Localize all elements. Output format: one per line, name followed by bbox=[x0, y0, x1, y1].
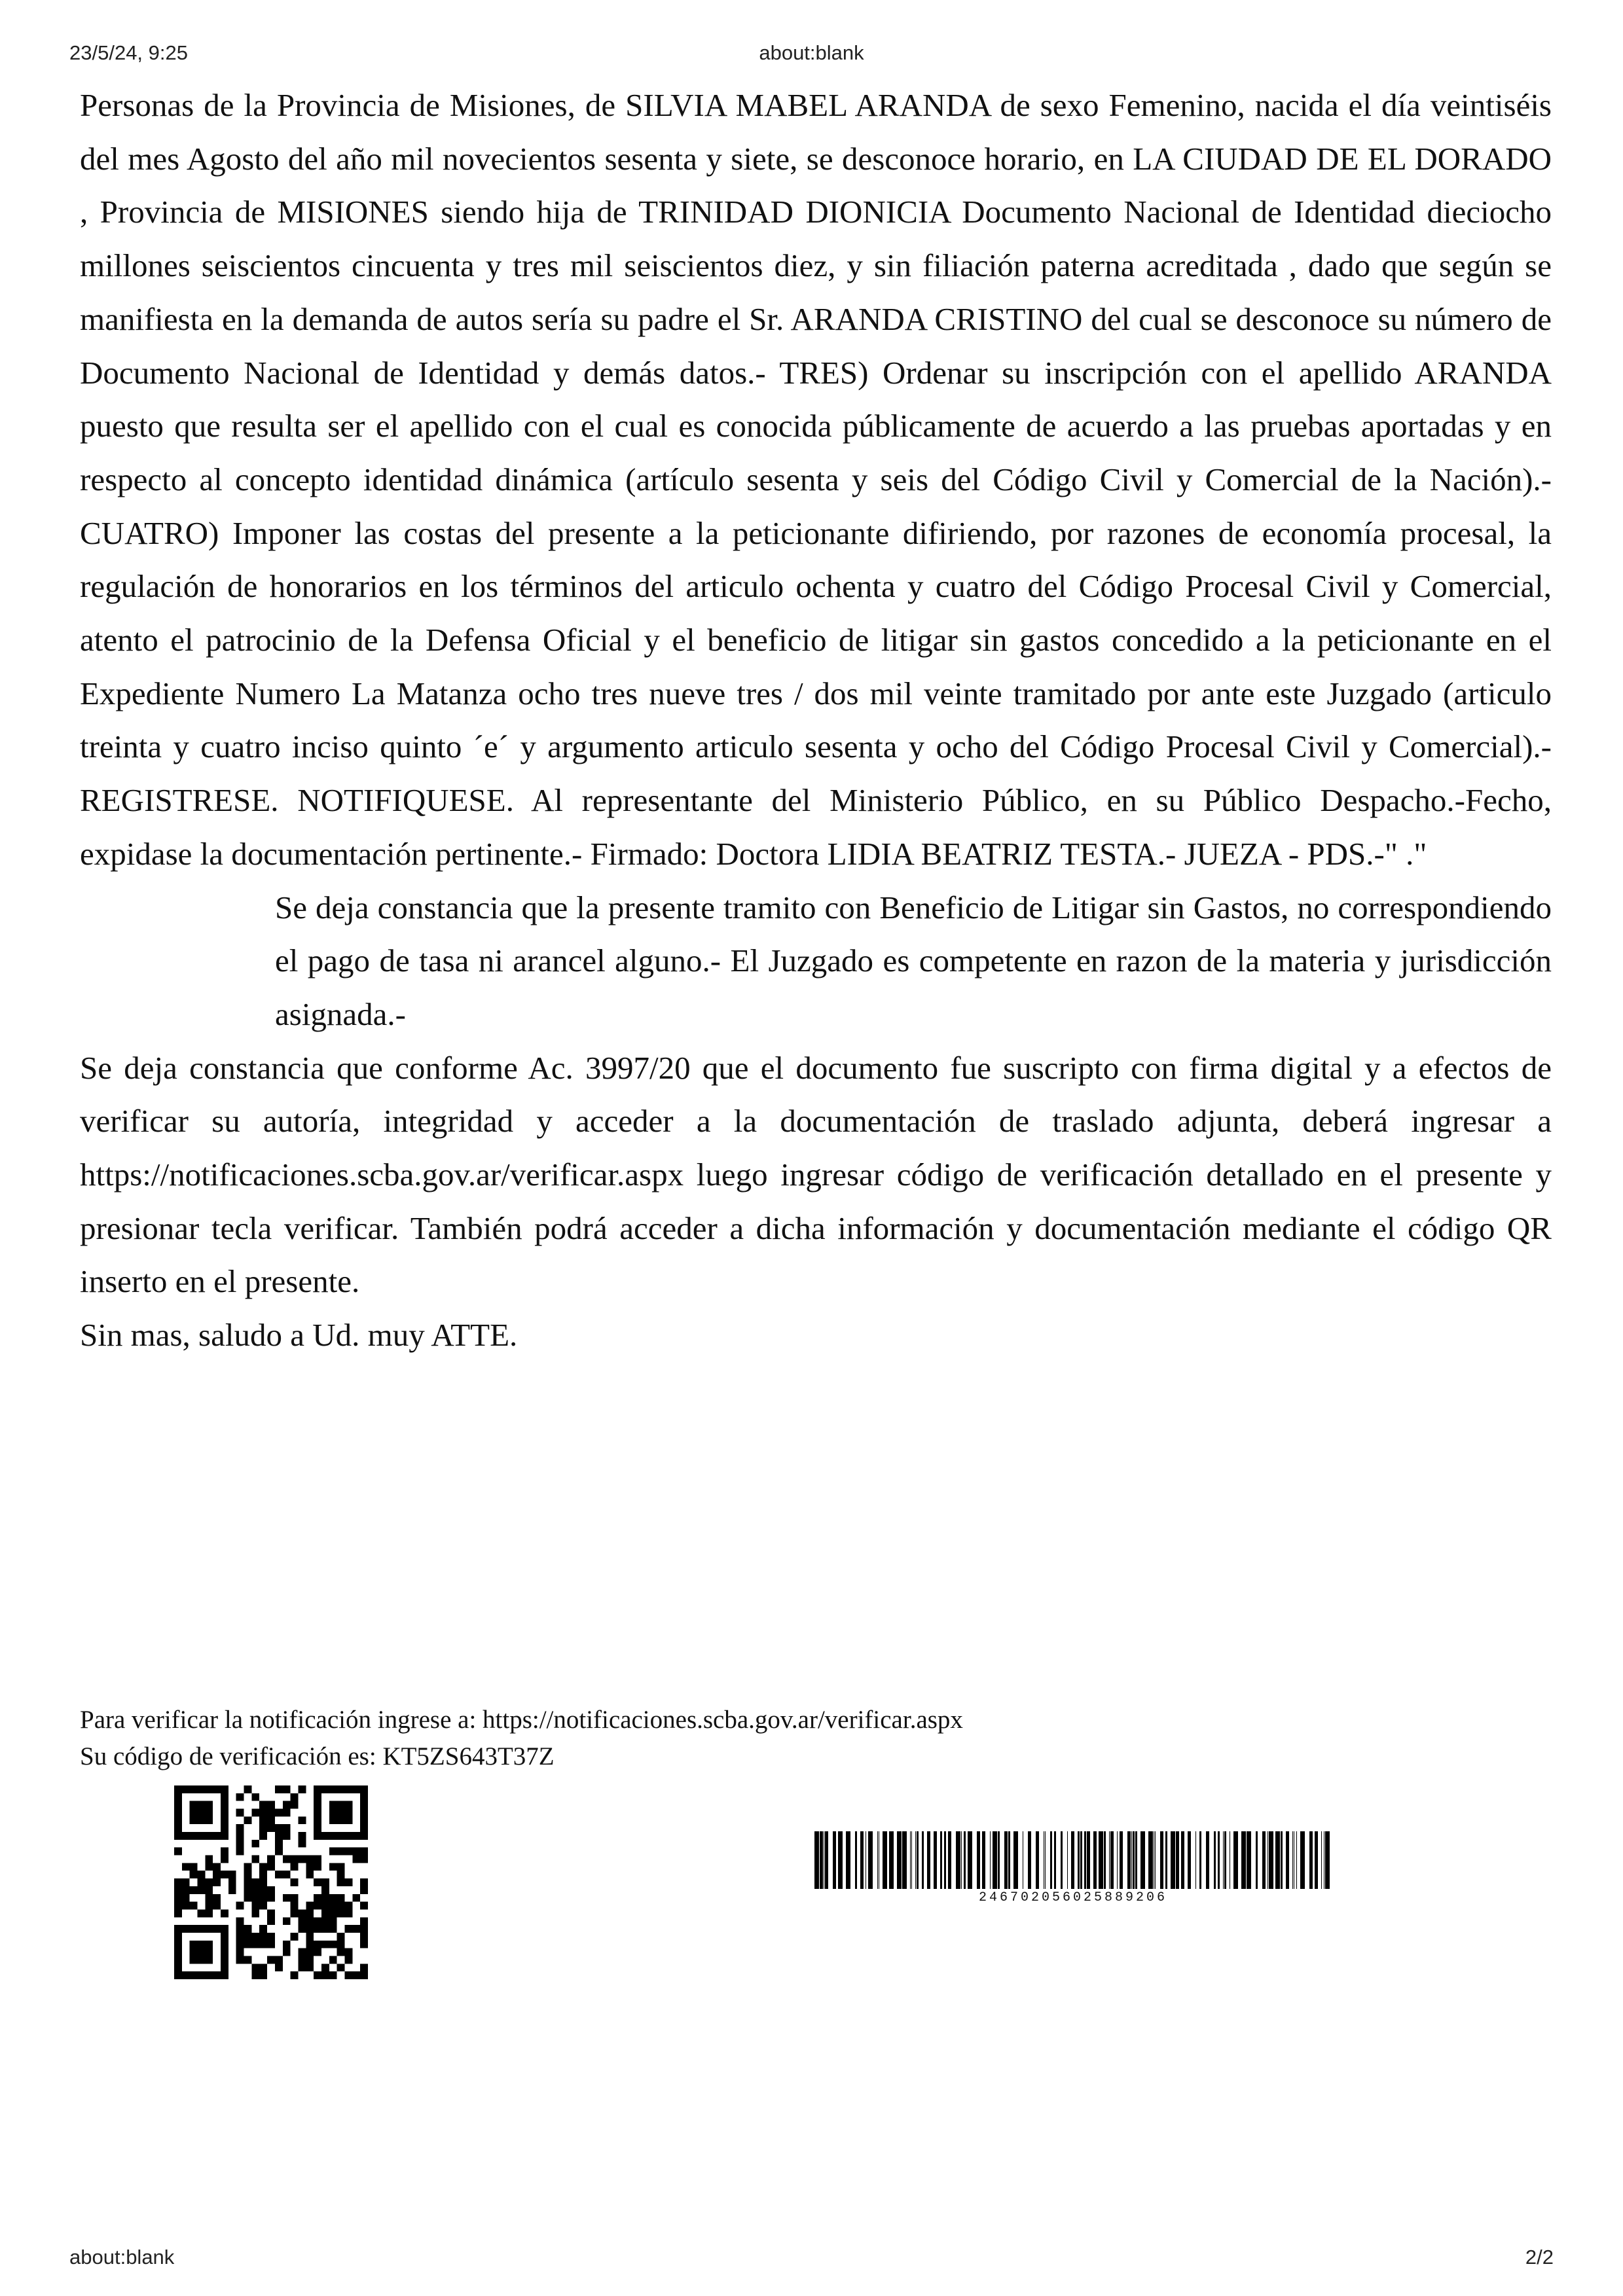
digital-signature-paragraph: Se deja constancia que conforme Ac. 3997/20 que el documento fue suscripto con firma digital y a efectos de verificar su autoría, integridad y acceder a la documentación de traslado adjunta, deberá ingresar a https://notificaciones.scba.gov.ar/verificar.aspx luego ingresar código de verificación detallado en el presente y presionar tecla verificar. También podrá acceder a dicha información y documentación mediante el código QR inserto en el presente. bbox=[80, 1049, 1552, 1300]
document-body bbox=[80, 79, 1552, 1362]
print-title: about:blank bbox=[759, 41, 864, 64]
verification-code-line: Su código de verificación es: KT5ZS643T37Z bbox=[80, 1742, 555, 1770]
page-number: 2/2 bbox=[1525, 2246, 1554, 2269]
barcode bbox=[814, 1831, 1332, 1889]
barcode-number: 246702056025889206 bbox=[978, 1890, 1168, 1905]
closing-paragraph: Sin mas, saludo a Ud. muy ATTE. bbox=[80, 1317, 518, 1354]
benefit-paragraph: Se deja constancia que la presente tramito con Beneficio de Litigar sin Gastos, no correspondiendo el pago de tasa ni arancel alguno.- El Juzgado es competente en razon de la materia y jurisdicción asignada.- bbox=[275, 889, 1552, 1032]
resolution-paragraph: Personas de la Provincia de Misiones, de SILVIA MABEL ARANDA de sexo Femenino, nacida el día veintiséis del mes Agosto del año mil novecientos sesenta y siete, se desconoce horario, en LA CIUDAD DE EL DORADO , Provincia de MISIONES siendo hija de TRINIDAD DIONICIA Documento Nacional de Identidad dieciocho millones seiscientos cincuenta y tres mil seiscientos diez, y sin filiación paterna acreditada , dado que según se manifiesta en la demanda de autos sería su padre el Sr. ARANDA CRISTINO del cual se desconoce su número de Documento Nacional de Identidad y demás datos.- TRES) Ordenar su inscripción con el apellido ARANDA puesto que resulta ser el apellido con el cual es conocida públicamente de acuerdo a las pruebas aportadas y en respecto al concepto identidad dinámica (artículo sesenta y seis del Código Civil y Comercial de la Nación).- CUATRO) Imponer las costas del presente a la peticionante difiriendo, por razones de economía procesal, la regulación de honorarios en los términos del articulo ochenta y cuatro del Código Procesal Civil y Comercial, atento el patrocinio de la Defensa Oficial y el beneficio de litigar sin gastos concedido a la peticionante en el Expediente Numero La Matanza ocho tres nueve tres / dos mil veinte tramitado por ante este Juzgado (articulo treinta y cuatro inciso quinto ´e´ y argumento articulo sesenta y ocho del Código Procesal Civil y Comercial).- REGISTRESE. NOTIFIQUESE. Al representante del Ministerio Público, en su Público Despacho.-Fecho, expidase la documentación pertinente.- Firmado: Doctora LIDIA BEATRIZ TESTA.- JUEZA - PDS.-" ." bbox=[80, 87, 1552, 872]
qr-code bbox=[174, 1785, 368, 1979]
verification-url-line: Para verificar la notificación ingrese a: https://notificaciones.scba.gov.ar/verificar.aspx bbox=[80, 1706, 963, 1734]
footer-url: about:blank bbox=[69, 2246, 175, 2269]
print-date: 23/5/24, 9:25 bbox=[69, 41, 188, 64]
verification-block bbox=[80, 1702, 1258, 1775]
